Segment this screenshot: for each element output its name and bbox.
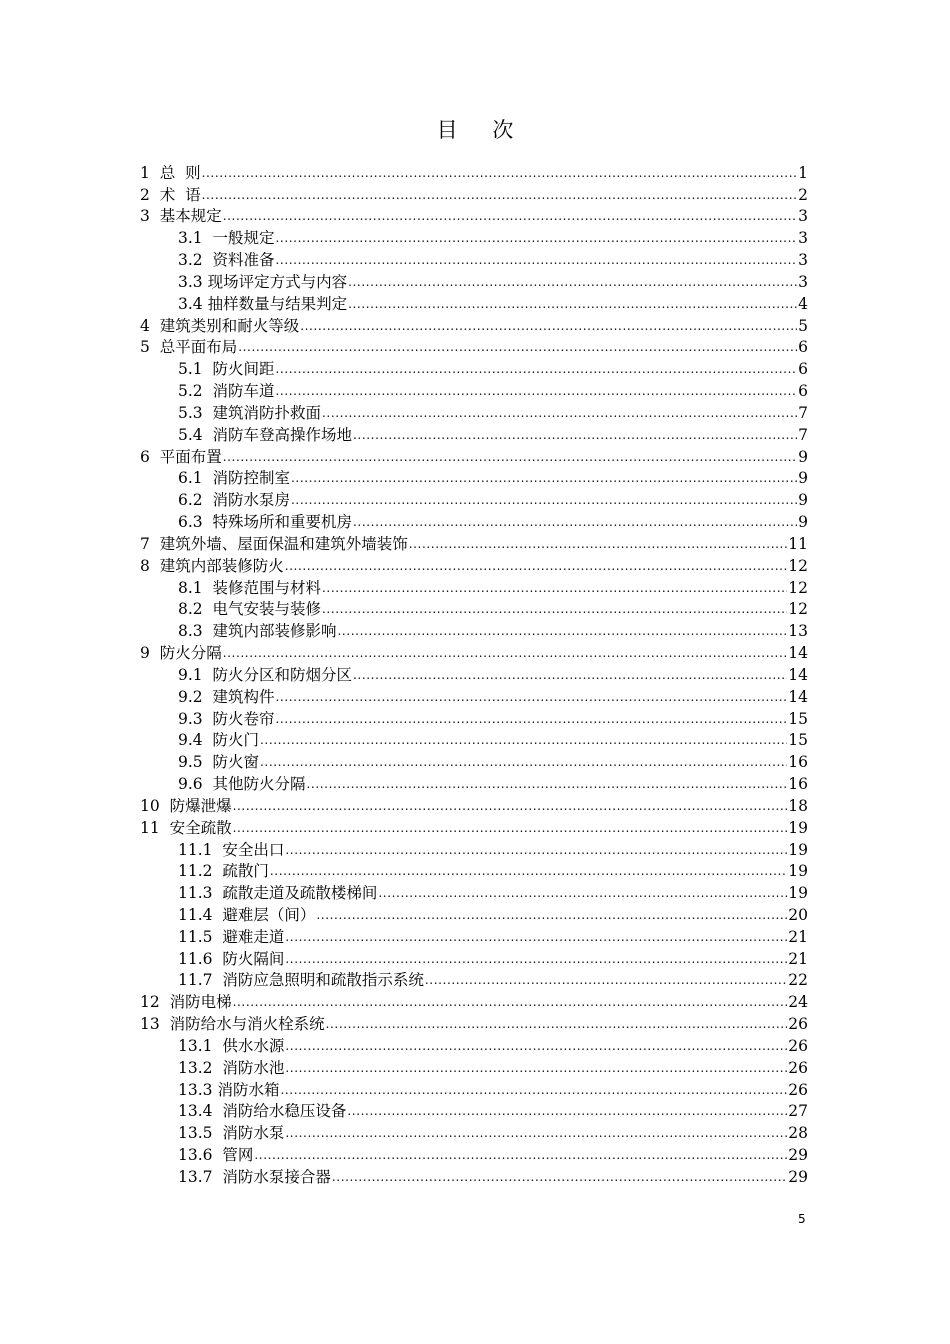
toc-subsection-entry[interactable] [140,880,808,902]
toc-dot-leader [276,231,798,245]
toc-entry-label: 4 建筑类别和耐火等级 [140,316,300,335]
toc-entry-page: 12 [788,578,808,597]
toc-dot-leader [233,799,788,813]
toc-dot-leader [285,952,787,966]
toc-entry-label: 8.2 电气安装与装修 [178,600,322,619]
toc-dot-leader [260,755,787,769]
toc-entry-label: 1 总 则 [140,163,201,182]
toc-entry-label: 13 消防给水与消火栓系统 [140,1015,325,1034]
toc-entry-page: 16 [788,775,808,794]
toc-dot-leader [276,362,798,376]
toc-entry-page: 7 [798,403,808,422]
toc-entry-label: 5 总平面布局 [140,338,238,357]
toc-entry-label: 5.2 消防车道 [178,382,275,401]
toc-entry-label: 11.4 避难层（间） [178,905,316,924]
toc-entry-page: 3 [798,207,808,226]
toc-entry-label: 3.4 抽样数量与结果判定 [178,294,348,313]
toc-entry-label: 11.3 疏散走道及疏散楼梯间 [178,884,378,903]
toc-entry-label: 3.2 资料准备 [178,251,275,270]
toc-entry-label: 13.4 消防给水稳压设备 [178,1102,347,1121]
toc-entry-label: 8.3 建筑内部装修影响 [178,622,337,641]
toc-entry-label: 5.1 防火间距 [178,360,275,379]
toc-dot-leader [326,1017,788,1031]
toc-entry-page: 7 [798,425,808,444]
toc-entry-page: 24 [788,993,808,1012]
toc-dot-leader [280,1083,787,1097]
toc-entry-label: 3.3 现场评定方式与内容 [178,272,348,291]
toc-dot-leader [285,1061,787,1075]
toc-entry-label: 6.2 消防水泵房 [178,491,291,510]
toc-dot-leader [378,886,787,900]
toc-entry-page: 26 [788,1015,808,1034]
toc-entry-label: 13.5 消防水泵 [178,1124,285,1143]
toc-subsection-entry[interactable] [140,859,808,881]
toc-entry-page: 5 [798,316,808,335]
toc-dot-leader [322,602,787,616]
toc-entry-label: 2 术 语 [140,185,201,204]
toc-entry-page: 1 [798,163,808,182]
toc-subsection-entry[interactable] [140,1099,808,1121]
toc-subsection-entry[interactable] [140,378,808,400]
toc-subsection-entry[interactable] [140,837,808,859]
toc-entry-label: 13.1 供水水源 [178,1036,285,1055]
toc-section-entry[interactable] [140,313,808,335]
toc-dot-leader [276,384,798,398]
toc-entry-label: 11 安全疏散 [140,818,232,837]
toc-section-entry[interactable] [140,160,808,182]
toc-subsection-entry[interactable] [140,291,808,313]
toc-section-entry[interactable] [140,640,808,662]
toc-dot-leader [276,253,798,267]
toc-dot-leader [238,340,797,354]
toc-subsection-entry[interactable] [140,749,808,771]
toc-entry-page: 21 [788,927,808,946]
toc-title: 目 次 [436,118,528,142]
toc-entry-page: 26 [788,1080,808,1099]
toc-dot-leader [223,209,797,223]
toc-section-entry[interactable] [140,793,808,815]
toc-entry-page: 14 [788,644,808,663]
toc-dot-leader [285,930,787,944]
toc-entry-page: 14 [788,687,808,706]
toc-entry-page: 9 [798,513,808,532]
toc-section-entry[interactable] [140,1011,808,1033]
toc-entry-label: 8 建筑内部装修防火 [140,556,284,575]
toc-entry-label: 6.1 消防控制室 [178,469,291,488]
toc-dot-leader [276,712,788,726]
toc-subsection-entry[interactable] [140,597,808,619]
toc-entry-label: 6.3 特殊场所和重要机房 [178,513,353,532]
toc-dot-leader [409,537,788,551]
toc-section-entry[interactable] [140,815,808,837]
toc-entry-page: 16 [788,753,808,772]
toc-entry-page: 26 [788,1058,808,1077]
toc-entry-page: 26 [788,1036,808,1055]
toc-subsection-entry[interactable] [140,466,808,488]
toc-entry-label: 13.3 消防水箱 [178,1080,280,1099]
toc-subsection-entry[interactable] [140,924,808,946]
toc-dot-leader [307,777,788,791]
toc-subsection-entry[interactable] [140,1142,808,1164]
page-number: 5 [798,1212,806,1226]
toc-dot-leader [338,624,788,638]
toc-entry-label: 6 平面布置 [140,447,222,466]
toc-entry-page: 22 [788,971,808,990]
toc-subsection-entry[interactable] [140,771,808,793]
toc-dot-leader [285,843,787,857]
toc-section-entry[interactable] [140,444,808,466]
toc-entry-page: 9 [798,491,808,510]
toc-entry-label: 5.4 消防车登高操作场地 [178,425,353,444]
toc-dot-leader [233,995,788,1009]
toc-entry-label: 9.3 防火卷帘 [178,709,275,728]
toc-entry-page: 14 [788,665,808,684]
toc-subsection-entry[interactable] [140,400,808,422]
toc-entry-page: 19 [788,862,808,881]
toc-entry-page: 6 [798,360,808,379]
toc-entry-page: 2 [798,185,808,204]
toc-entry-label: 13.7 消防水泵接合器 [178,1167,331,1186]
toc-entry-page: 19 [788,840,808,859]
toc-section-entry[interactable] [140,335,808,357]
toc-entry-page: 18 [788,796,808,815]
toc-subsection-entry[interactable] [140,662,808,684]
toc-subsection-entry[interactable] [140,902,808,924]
toc-dot-leader [347,1104,787,1118]
toc-subsection-entry[interactable] [140,575,808,597]
toc-entry-label: 9.4 防火门 [178,731,260,750]
toc-dot-leader [291,471,797,485]
toc-entry-label: 9.2 建筑构件 [178,687,275,706]
toc-entry-page: 3 [798,251,808,270]
toc-entry-page: 29 [788,1167,808,1186]
toc-entry-page: 20 [788,905,808,924]
toc-subsection-entry[interactable] [140,509,808,531]
toc-subsection-entry[interactable] [140,422,808,444]
table-of-contents [140,160,808,1186]
toc-entry-page: 27 [788,1102,808,1121]
toc-entry-page: 15 [788,709,808,728]
toc-entry-page: 11 [788,534,808,553]
toc-dot-leader [300,319,797,333]
toc-entry-page: 6 [798,382,808,401]
toc-dot-leader [332,1170,787,1184]
toc-entry-label: 13.6 管网 [178,1146,254,1165]
toc-entry-page: 12 [788,600,808,619]
toc-dot-leader [348,297,797,311]
toc-dot-leader [322,406,797,420]
toc-entry-label: 5.3 建筑消防扑救面 [178,403,322,422]
toc-section-entry[interactable] [140,553,808,575]
toc-dot-leader [254,1148,787,1162]
toc-dot-leader [291,493,797,507]
toc-subsection-entry[interactable] [140,1033,808,1055]
toc-section-entry[interactable] [140,182,808,204]
toc-entry-label: 7 建筑外墙、屋面保温和建筑外墙装饰 [140,534,408,553]
toc-dot-leader [353,515,797,529]
toc-entry-page: 9 [798,447,808,466]
toc-subsection-entry[interactable] [140,1164,808,1186]
toc-subsection-entry[interactable] [140,1055,808,1077]
toc-entry-label: 11.6 防火隔间 [178,949,285,968]
toc-section-entry[interactable] [140,531,808,553]
toc-subsection-entry[interactable] [140,1120,808,1142]
toc-subsection-entry[interactable] [140,487,808,509]
toc-subsection-entry[interactable] [140,684,808,706]
toc-dot-leader [353,668,787,682]
toc-entry-page: 4 [798,294,808,313]
toc-subsection-entry[interactable] [140,247,808,269]
toc-entry-label: 9.1 防火分区和防烟分区 [178,665,353,684]
toc-entry-label: 9 防火分隔 [140,644,222,663]
toc-entry-label: 11.5 避难走道 [178,927,285,946]
toc-entry-label: 3 基本规定 [140,207,222,226]
toc-dot-leader [223,450,797,464]
toc-dot-leader [285,1039,787,1053]
toc-entry-page: 13 [788,622,808,641]
toc-dot-leader [353,428,797,442]
toc-dot-leader [270,864,787,878]
toc-subsection-entry[interactable] [140,269,808,291]
toc-dot-leader [285,1126,787,1140]
toc-entry-page: 29 [788,1146,808,1165]
toc-section-entry[interactable] [140,989,808,1011]
toc-section-entry[interactable] [140,204,808,226]
toc-entry-label: 3.1 一般规定 [178,229,275,248]
toc-entry-label: 10 防爆泄爆 [140,796,232,815]
toc-dot-leader [202,166,798,180]
toc-dot-leader [276,690,788,704]
toc-subsection-entry[interactable] [140,728,808,750]
toc-subsection-entry[interactable] [140,225,808,247]
toc-entry-label: 12 消防电梯 [140,993,232,1012]
toc-dot-leader [316,908,787,922]
toc-entry-page: 3 [798,272,808,291]
toc-entry-page: 9 [798,469,808,488]
toc-entry-page: 3 [798,229,808,248]
toc-subsection-entry[interactable] [140,968,808,990]
toc-entry-page: 15 [788,731,808,750]
toc-subsection-entry[interactable] [140,946,808,968]
toc-entry-page: 28 [788,1124,808,1143]
toc-dot-leader [233,821,788,835]
toc-dot-leader [285,559,788,573]
toc-entry-label: 8.1 装修范围与材料 [178,578,322,597]
toc-entry-label: 11.7 消防应急照明和疏散指示系统 [178,971,424,990]
toc-entry-label: 11.2 疏散门 [178,862,269,881]
toc-dot-leader [348,275,797,289]
toc-entry-label: 13.2 消防水池 [178,1058,285,1077]
toc-subsection-entry[interactable] [140,356,808,378]
toc-entry-page: 21 [788,949,808,968]
toc-entry-label: 11.1 安全出口 [178,840,285,859]
toc-dot-leader [202,188,798,202]
toc-entry-page: 12 [788,556,808,575]
toc-dot-leader [322,581,787,595]
toc-dot-leader [223,646,788,660]
toc-dot-leader [425,973,787,987]
toc-entry-label: 9.5 防火窗 [178,753,260,772]
toc-entry-page: 6 [798,338,808,357]
toc-dot-leader [260,733,787,747]
toc-subsection-entry[interactable] [140,1077,808,1099]
toc-entry-page: 19 [788,884,808,903]
toc-entry-page: 19 [788,818,808,837]
toc-entry-label: 9.6 其他防火分隔 [178,775,306,794]
toc-subsection-entry[interactable] [140,618,808,640]
toc-subsection-entry[interactable] [140,706,808,728]
